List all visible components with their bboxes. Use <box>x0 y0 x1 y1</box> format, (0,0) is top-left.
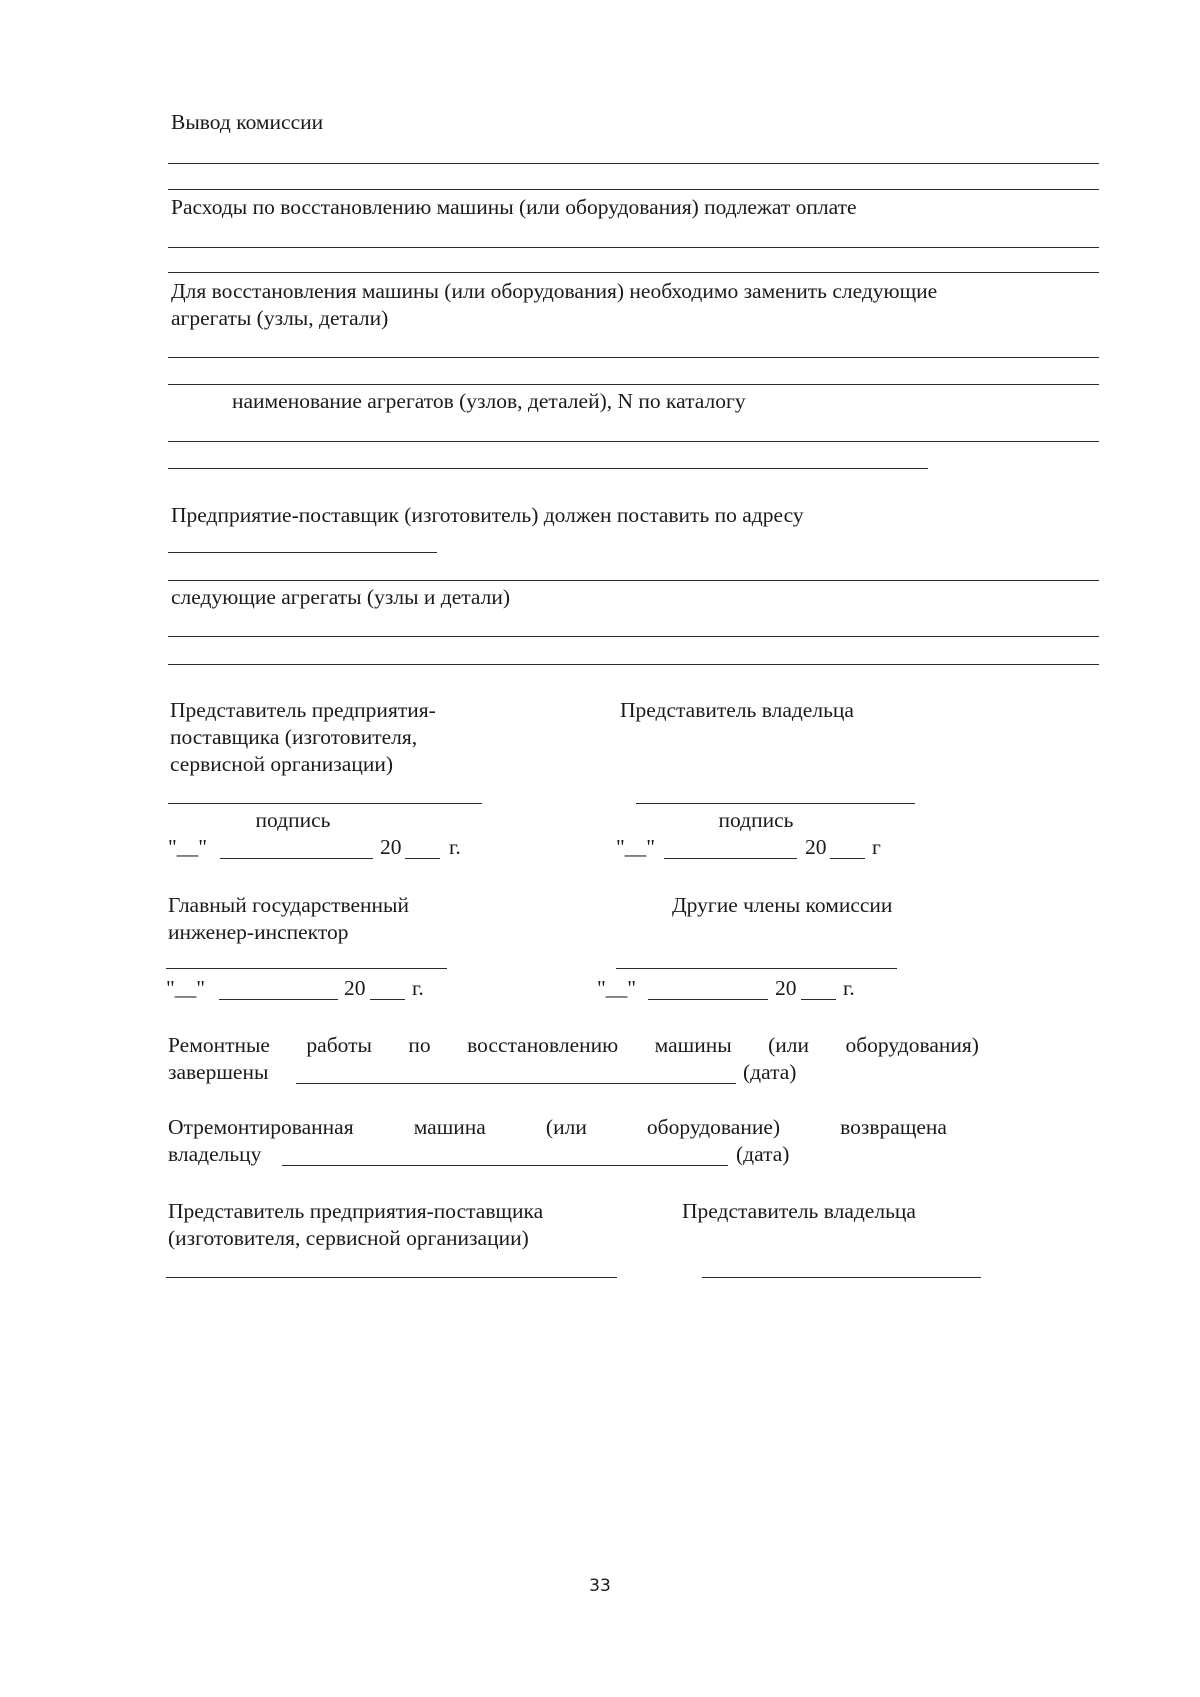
date-line <box>282 1165 728 1166</box>
supplier-rep-line1: Представитель предприятия-поставщика <box>168 1199 544 1223</box>
blank-line <box>168 189 1099 190</box>
word: (или <box>545 1115 587 1139</box>
date-year-line <box>801 999 836 1000</box>
date-year-line <box>830 858 865 859</box>
blank-line <box>168 664 1099 665</box>
date-month-line <box>219 999 338 1000</box>
returned-label: владельцу <box>168 1142 262 1166</box>
blank-line <box>168 384 1099 385</box>
word: Отремонтированная <box>168 1115 354 1139</box>
blank-line <box>168 441 1099 442</box>
signature-caption: подпись <box>718 808 794 832</box>
date-year-prefix: 20 <box>344 976 366 1000</box>
date-caption: (дата) <box>743 1060 797 1084</box>
date-year-line <box>370 999 405 1000</box>
signature-line <box>166 1277 617 1278</box>
blank-line <box>168 580 1099 581</box>
supplier-address-label: Предприятие-поставщик (изготовитель) должен поставить по адресу <box>171 503 804 527</box>
conclusion-label: Вывод комиссии <box>171 110 324 134</box>
blank-line <box>168 357 1099 358</box>
commission-members-title: Другие члены комиссии <box>672 893 893 917</box>
word: по <box>408 1033 431 1057</box>
signature-line <box>166 968 447 969</box>
date-year-line <box>405 858 440 859</box>
date-month-line <box>648 999 768 1000</box>
word: возвращена <box>840 1115 947 1139</box>
repair-completed-sentence <box>168 1032 979 1059</box>
chief-inspector-line1: Главный государственный <box>168 893 409 917</box>
owner-rep-title: Представитель владельца <box>620 698 854 722</box>
signature-line <box>168 803 482 804</box>
blank-line <box>168 272 1099 273</box>
date-month-line <box>664 858 797 859</box>
date-month-line <box>220 858 373 859</box>
replace-label-line1: Для восстановления машины (или оборудования) необходимо заменить следующие <box>171 279 938 303</box>
repair-completed-label: завершены <box>168 1060 269 1084</box>
date-quotes: "__" <box>616 835 656 859</box>
signature-caption: подпись <box>255 808 331 832</box>
following-units-label: следующие агрегаты (узлы и детали) <box>171 585 511 609</box>
blank-line <box>168 163 1099 164</box>
signature-line <box>616 968 897 969</box>
word: работы <box>306 1033 372 1057</box>
chief-inspector-line2: инженер-инспектор <box>168 920 349 944</box>
blank-line <box>168 468 928 469</box>
word: Ремонтные <box>168 1033 270 1057</box>
date-year-suffix: г. <box>449 835 461 859</box>
supplier-rep-line2: (изготовителя, сервисной организации) <box>168 1226 529 1250</box>
date-year-suffix: г. <box>412 976 424 1000</box>
date-year-prefix: 20 <box>805 835 827 859</box>
catalog-caption: наименование агрегатов (узлов, деталей), N по каталогу <box>232 389 746 413</box>
date-year-prefix: 20 <box>380 835 402 859</box>
word: восстановлению <box>467 1033 619 1057</box>
word: оборудования) <box>845 1033 979 1057</box>
blank-line <box>168 247 1099 248</box>
expenses-label: Расходы по восстановлению машины (или оборудования) подлежат оплате <box>171 195 857 219</box>
replace-label-line2: агрегаты (узлы, детали) <box>171 306 389 330</box>
date-caption: (дата) <box>736 1142 790 1166</box>
word: машины <box>654 1033 732 1057</box>
blank-line <box>168 552 437 553</box>
date-quotes: "__" <box>166 976 206 1000</box>
date-quotes: "__" <box>168 835 208 859</box>
date-year-prefix: 20 <box>775 976 797 1000</box>
returned-sentence <box>168 1114 947 1141</box>
owner-rep-title: Представитель владельца <box>682 1199 916 1223</box>
supplier-rep-line1: Представитель предприятия- <box>170 698 436 722</box>
signature-line <box>636 803 915 804</box>
word: оборудование) <box>646 1115 781 1139</box>
page-number: 33 <box>589 1576 611 1596</box>
blank-line <box>168 636 1099 637</box>
date-line <box>296 1083 736 1084</box>
date-year-suffix: г. <box>843 976 855 1000</box>
date-year-suffix: г <box>872 835 881 859</box>
signature-line <box>702 1277 981 1278</box>
word: (или <box>768 1033 810 1057</box>
supplier-rep-line2: поставщика (изготовителя, <box>170 725 418 749</box>
word: машина <box>413 1115 486 1139</box>
date-quotes: "__" <box>597 976 637 1000</box>
supplier-rep-line3: сервисной организации) <box>170 752 394 776</box>
